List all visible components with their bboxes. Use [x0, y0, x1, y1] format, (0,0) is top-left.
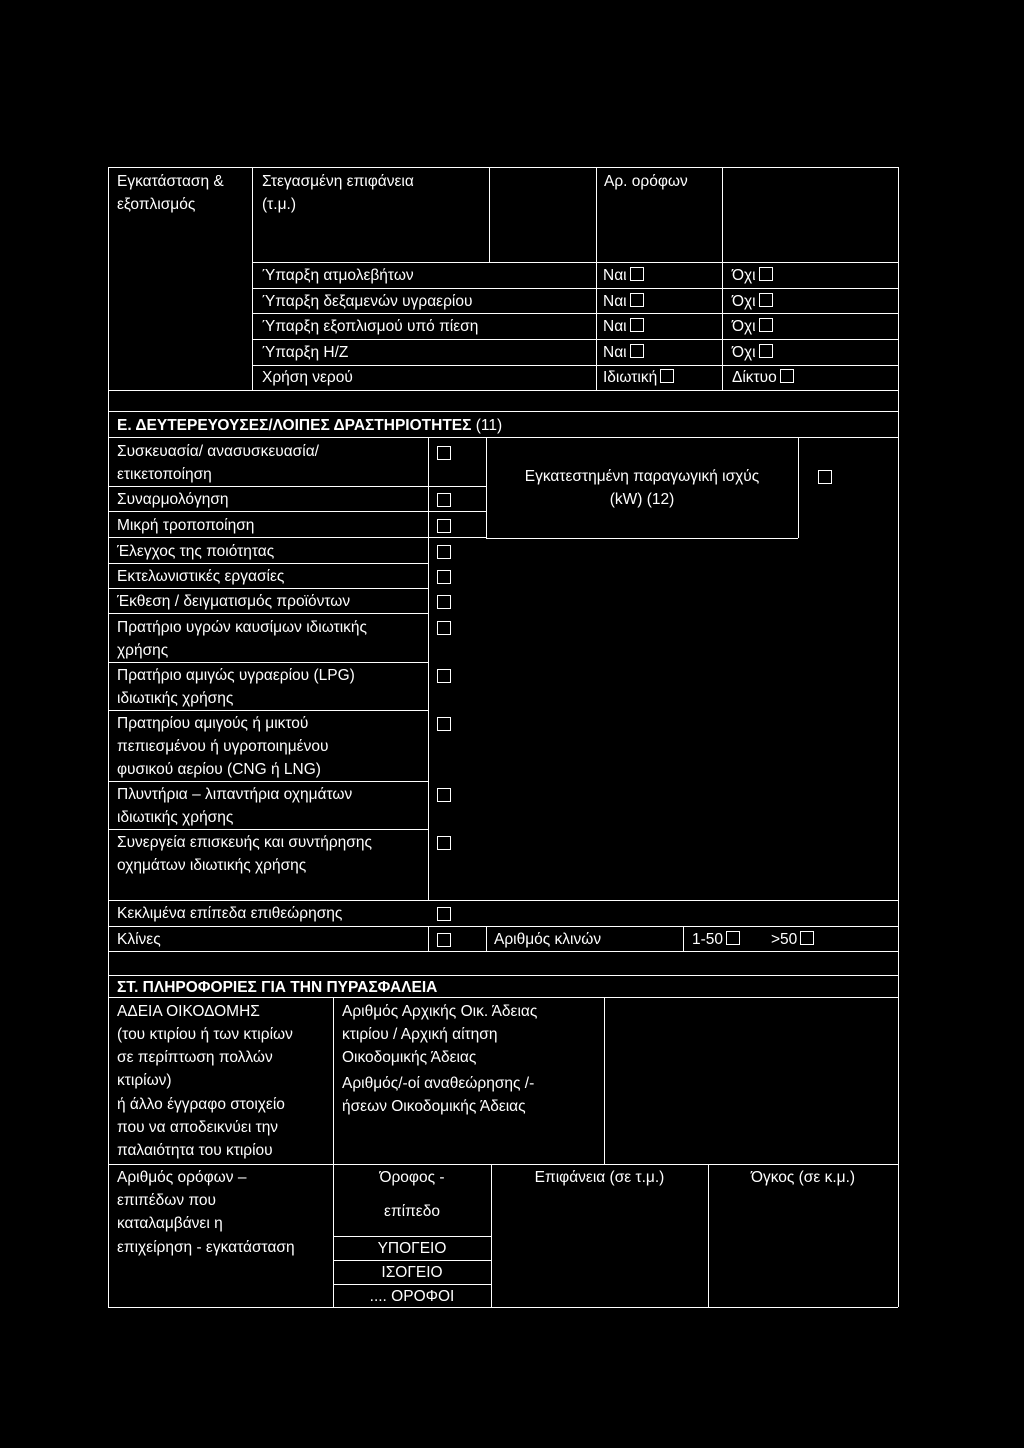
floors-occupied-label: επιχείρηση - εγκατάσταση	[117, 1239, 295, 1256]
installation-label: εξοπλισμός	[117, 196, 196, 213]
activity-checkbox[interactable]	[437, 717, 451, 731]
section-e-title-note: (11)	[475, 417, 503, 434]
line	[252, 288, 898, 289]
pressure-equipment-label: Ύπαρξη εξοπλισμού υπό πίεση	[262, 318, 479, 335]
activity-label: ιδιωτικής χρήσης	[117, 809, 234, 826]
line	[108, 537, 486, 538]
beds-option-1-50[interactable]	[692, 928, 740, 951]
permit-label: ΑΔΕΙΑ ΟΙΚΟΔΟΜΗΣ	[117, 1003, 260, 1020]
line	[604, 997, 605, 1164]
initial-permit-label: κτιρίου / Αρχική αίτηση	[342, 1026, 498, 1043]
line	[108, 390, 898, 391]
line	[108, 662, 428, 663]
option-label: Ιδιωτική	[603, 369, 658, 386]
activity-checkbox[interactable]	[437, 519, 451, 533]
beds-checkbox[interactable]	[437, 933, 451, 947]
floors-occupied-label: καταλαμβάνει η	[117, 1215, 223, 1232]
activity-label: Συσκευασία/ ανασυσκευασία/	[117, 443, 319, 460]
generator-yes[interactable]	[603, 341, 644, 364]
beds-label: Κλίνες	[117, 931, 161, 948]
section-st-title: ΣΤ. ΠΛΗΡΟΦΟΡΙΕΣ ΓΙΑ ΤΗΝ ΠΥΡΑΣΦΑΛΕΙΑ	[117, 979, 438, 996]
line	[108, 167, 898, 168]
pressure-equipment-yes[interactable]	[603, 315, 644, 338]
floor-row-label: .... ΟΡΟΦΟΙ	[369, 1288, 455, 1305]
beds-count-label: Αριθμός κλινών	[494, 931, 602, 948]
activity-label: Συναρμολόγηση	[117, 491, 229, 508]
section-e-title	[117, 414, 502, 437]
generator-no[interactable]	[732, 341, 773, 364]
activity-checkbox[interactable]	[437, 493, 451, 507]
line	[683, 926, 684, 951]
activity-label: πεπιεσμένου ή υγροποιημένου	[117, 738, 329, 755]
border-right	[898, 167, 899, 1307]
covered-area-label: (τ.μ.)	[262, 196, 296, 213]
floors-occupied-label: Αριθμός ορόφων –	[117, 1169, 247, 1186]
activity-checkbox[interactable]	[437, 621, 451, 635]
line	[486, 926, 487, 951]
initial-permit-label: Αριθμός Αρχικής Οικ. Άδειας	[342, 1003, 538, 1020]
activity-label: Πρατήριο αμιγώς υγραερίου (LPG)	[117, 667, 355, 684]
line	[108, 563, 428, 564]
activity-checkbox[interactable]	[437, 570, 451, 584]
line	[108, 486, 486, 487]
lpg-tanks-yes[interactable]	[603, 290, 644, 313]
floor-level-header: επίπεδο	[384, 1203, 440, 1220]
option-label: >50	[771, 931, 798, 948]
activity-label: Πρατήριο υγρών καυσίμων ιδιωτικής	[117, 619, 368, 636]
floors-occupied-label: επιπέδων που	[117, 1192, 217, 1209]
line	[108, 926, 898, 927]
installed-power-checkbox[interactable]	[818, 470, 832, 484]
activity-label: Πλυντήρια – λιπαντήρια οχημάτων	[117, 786, 353, 803]
activity-label: Μικρή τροποποίηση	[117, 517, 255, 534]
checkbox[interactable]	[726, 931, 740, 945]
permit-label: ή άλλο έγγραφο στοιχείο	[117, 1096, 285, 1113]
line	[252, 313, 898, 314]
steam-boilers-label: Ύπαρξη ατμολεβήτων	[262, 267, 414, 284]
line	[486, 538, 798, 539]
option-label: Ναι	[603, 293, 627, 310]
activity-checkbox[interactable]	[437, 669, 451, 683]
option-label: Όχι	[732, 344, 756, 361]
line	[489, 167, 490, 262]
revision-label: ήσεων Οικοδομικής Άδειας	[342, 1098, 526, 1115]
activity-label: ετικετοποίηση	[117, 466, 212, 483]
floor-row-label: ΥΠΟΓΕΙΟ	[377, 1240, 447, 1257]
permit-label: (του κτιρίου ή των κτιρίων	[117, 1026, 293, 1043]
floor-row-label: ΙΣΟΓΕΙΟ	[381, 1264, 443, 1281]
checkbox[interactable]	[800, 931, 814, 945]
line	[108, 588, 428, 589]
lpg-tanks-label: Ύπαρξη δεξαμενών υγραερίου	[262, 293, 473, 310]
checkbox[interactable]	[759, 318, 773, 332]
line	[108, 900, 898, 901]
line	[108, 511, 486, 512]
line	[108, 710, 428, 711]
checkbox[interactable]	[630, 318, 644, 332]
floor-level-header: Όροφος -	[379, 1169, 445, 1186]
water-use-private[interactable]	[603, 366, 674, 389]
activity-checkbox[interactable]	[437, 446, 451, 460]
line	[108, 829, 428, 830]
checkbox[interactable]	[660, 369, 674, 383]
option-label: Όχι	[732, 318, 756, 335]
activity-label: οχημάτων ιδιωτικής χρήσης	[117, 857, 307, 874]
option-label: Όχι	[732, 267, 756, 284]
activity-label: Συνεργεία επισκευής και συντήρησης	[117, 834, 372, 851]
checkbox[interactable]	[630, 267, 644, 281]
line	[596, 167, 597, 390]
activity-label: φυσικού αερίου (CNG ή LNG)	[117, 761, 321, 778]
permit-label: σε περίπτωση πολλών	[117, 1049, 273, 1066]
activity-label: Έλεγχος της ποιότητας	[117, 543, 275, 560]
line	[108, 437, 898, 438]
checkbox[interactable]	[780, 369, 794, 383]
activity-label: χρήσης	[117, 642, 169, 659]
option-label: Δίκτυο	[732, 369, 777, 386]
volume-header: Όγκος (σε κ.μ.)	[750, 1169, 856, 1186]
beds-option-over-50[interactable]	[771, 928, 814, 951]
line	[108, 951, 898, 952]
line	[798, 437, 799, 538]
line	[108, 613, 428, 614]
line	[108, 1164, 898, 1165]
installed-power-label: Εγκατεστημένη παραγωγική ισχύς	[524, 468, 760, 485]
line	[252, 339, 898, 340]
option-label: Ναι	[603, 344, 627, 361]
checkbox[interactable]	[759, 293, 773, 307]
revision-label: Αριθμός/-οί αναθεώρησης /-	[342, 1075, 535, 1092]
activity-checkbox[interactable]	[437, 836, 451, 850]
checkbox[interactable]	[759, 267, 773, 281]
activity-checkbox[interactable]	[437, 545, 451, 559]
option-label: 1-50	[692, 931, 724, 948]
permit-label: που να αποδεικνύει την	[117, 1119, 279, 1136]
line	[428, 926, 429, 951]
line	[108, 781, 428, 782]
permit-label: κτιρίων)	[117, 1072, 172, 1089]
line	[252, 262, 898, 263]
inspection-pits-checkbox[interactable]	[437, 907, 451, 921]
covered-area-label: Στεγασμένη επιφάνεια	[262, 173, 414, 190]
activity-checkbox[interactable]	[437, 788, 451, 802]
inspection-pits-label: Κεκλιμένα επίπεδα επιθεώρησης	[117, 905, 343, 922]
line	[428, 437, 429, 900]
checkbox[interactable]	[630, 293, 644, 307]
option-label: Ναι	[603, 267, 627, 284]
checkbox[interactable]	[759, 344, 773, 358]
pressure-equipment-no[interactable]	[732, 315, 773, 338]
activity-label: Εκτελωνιστικές εργασίες	[117, 568, 285, 585]
activity-checkbox[interactable]	[437, 595, 451, 609]
area-header: Επιφάνεια (σε τ.μ.)	[534, 1169, 665, 1186]
water-use-label: Χρήση νερού	[262, 369, 353, 386]
line	[252, 167, 253, 390]
installed-power-label: (kW) (12)	[609, 491, 675, 508]
generator-label: Ύπαρξη Η/Ζ	[262, 344, 349, 361]
line	[108, 1307, 898, 1308]
installation-label: Εγκατάσταση &	[117, 173, 224, 190]
activity-label: Πρατηρίου αμιγούς ή μικτού	[117, 715, 309, 732]
section-e-title-text: Ε. ΔΕΥΤΕΡΕΥΟΥΣΕΣ/ΛΟΙΠΕΣ ΔΡΑΣΤΗΡΙΟΤΗΤΕΣ	[117, 417, 472, 434]
activity-label: Έκθεση / δειγματισμός προϊόντων	[117, 593, 351, 610]
initial-permit-label: Οικοδομικής Άδειας	[342, 1049, 477, 1066]
water-use-network[interactable]	[732, 366, 794, 389]
steam-boilers-no[interactable]	[732, 264, 773, 287]
permit-label: παλαιότητα του κτιρίου	[117, 1142, 273, 1159]
line	[108, 411, 898, 412]
border-left	[108, 167, 109, 1307]
option-label: Όχι	[732, 293, 756, 310]
lpg-tanks-no[interactable]	[732, 290, 773, 313]
option-label: Ναι	[603, 318, 627, 335]
checkbox[interactable]	[630, 344, 644, 358]
steam-boilers-yes[interactable]	[603, 264, 644, 287]
activity-label: ιδιωτικής χρήσης	[117, 690, 234, 707]
line	[722, 167, 723, 390]
floors-count-label: Αρ. ορόφων	[604, 173, 688, 190]
